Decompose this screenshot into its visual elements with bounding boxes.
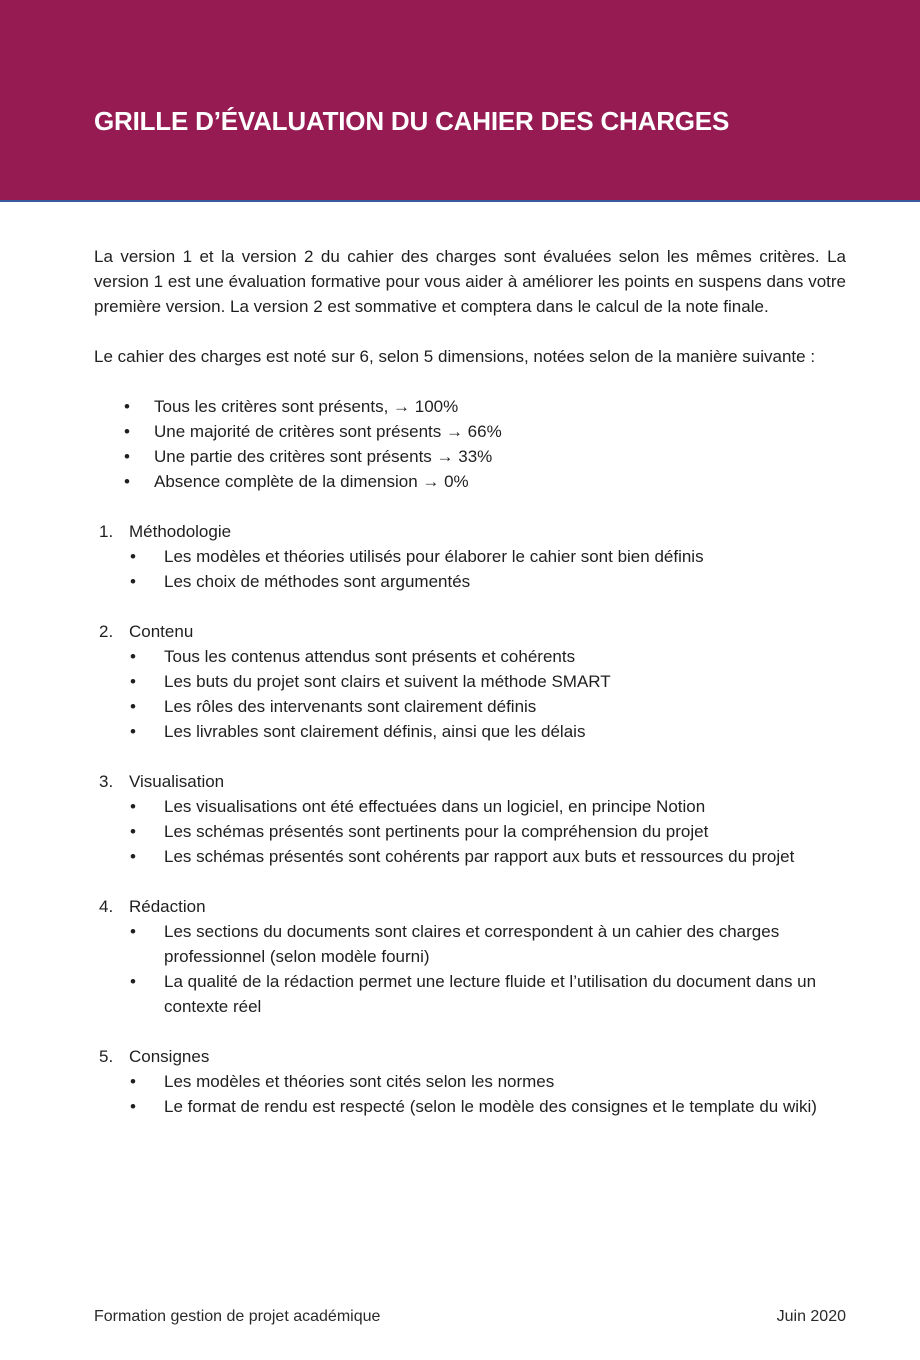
criteria-list [94,794,846,869]
section-heading [94,769,846,794]
footer-date: Juin 2020 [776,1308,846,1325]
section-consignes [94,1044,846,1119]
criteria-list [94,644,846,744]
criterion-item: • Le format de rendu est respecté (selon le modèle des consignes et le template du wiki) [94,1094,846,1119]
section-number: 5. [99,1047,114,1066]
criterion-item: • Les modèles et théories utilisés pour élaborer le cahier sont bien définis [94,544,846,569]
criteria-list [94,1069,846,1119]
section-title: Rédaction [129,897,206,916]
criterion-item: • Les livrables sont clairement définis, ainsi que les délais [94,719,846,744]
section-heading [94,1044,846,1069]
criterion-item: • Les sections du documents sont claires et correspondent à un cahier des charges professionnel (selon modèle fourni) [94,919,846,969]
criterion-item: • La qualité de la rédaction permet une lecture fluide et l’utilisation du document dans un contexte réel [94,969,846,1019]
criterion-item: • Les rôles des intervenants sont clairement définis [94,694,846,719]
section-number: 3. [99,772,114,791]
criterion-item: • Tous les contenus attendus sont présents et cohérents [94,644,846,669]
header-banner [0,0,920,202]
criterion-item: • Les buts du projet sont clairs et suivent la méthode SMART [94,669,846,694]
section-title: Consignes [129,1047,210,1066]
section-heading [94,894,846,919]
criterion-item: • Les visualisations ont été effectuées dans un logiciel, en principe Notion [94,794,846,819]
page-title: GRILLE D’ÉVALUATION DU CAHIER DES CHARGES [94,106,730,136]
intro-paragraph: La version 1 et la version 2 du cahier des charges sont évaluées selon les mêmes critères. La version 1 est une évaluation formative pour vous aider à améliorer les points en suspens dans votre première version. La version 2 est sommative et comptera dans le calcul de la note finale. [94,247,846,316]
scale-intro-paragraph: Le cahier des charges est noté sur 6, selon 5 dimensions, notées selon de la manière suivante : [94,347,816,366]
section-redaction [94,894,846,1019]
scale-item: • Absence complète de la dimension → 0% [94,469,846,494]
section-visualisation [94,769,846,869]
section-title: Contenu [129,622,194,641]
section-title: Visualisation [129,772,225,791]
criterion-item: • Les choix de méthodes sont argumentés [94,569,846,594]
document-body [94,244,846,1144]
section-number: 1. [99,522,114,541]
footer-course-name: Formation gestion de projet académique [94,1308,381,1325]
criteria-list [94,544,846,594]
criterion-item: • Les modèles et théories sont cités selon les normes [94,1069,846,1094]
section-contenu [94,619,846,744]
criteria-list [94,919,846,1019]
scale-item: • Une majorité de critères sont présents → 66% [94,419,846,444]
section-number: 4. [99,897,114,916]
page-footer [94,1306,846,1328]
scale-item: • Tous les critères sont présents, → 100% [94,394,846,419]
criterion-item: • Les schémas présentés sont cohérents par rapport aux buts et ressources du projet [94,844,846,869]
scale-item: • Une partie des critères sont présents → 33% [94,444,846,469]
scoring-scale-list [94,394,846,494]
section-methodologie [94,519,846,594]
section-heading [94,619,846,644]
criterion-item: • Les schémas présentés sont pertinents pour la compréhension du projet [94,819,846,844]
section-number: 2. [99,622,114,641]
section-heading [94,519,846,544]
section-title: Méthodologie [129,522,232,541]
